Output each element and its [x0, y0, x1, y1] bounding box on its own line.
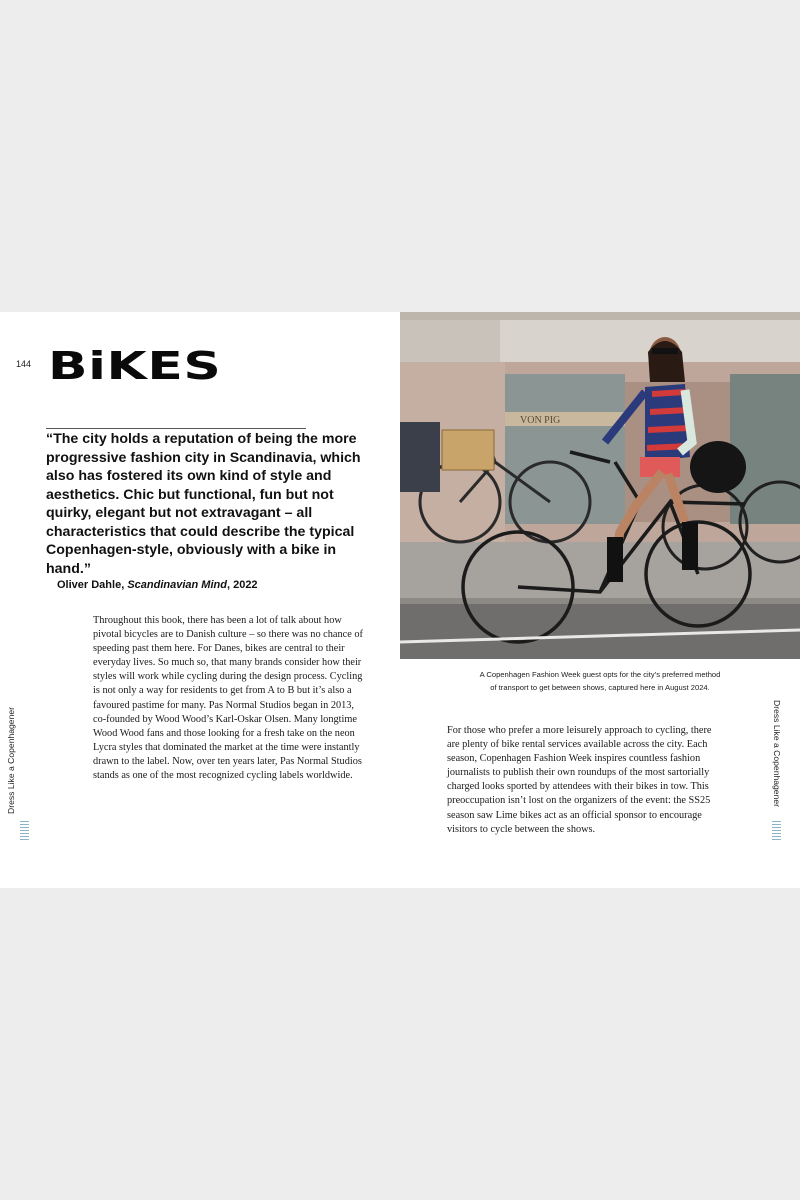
book-spread: [0, 312, 800, 888]
quote-author: Oliver Dahle,: [57, 579, 125, 591]
page-number: 144: [16, 359, 32, 369]
body-text-right: For those who prefer a more leisurely approach to cycling, there are plenty of bike rental services available across the city. Each season, Copenhagen Fashion Week inspires countless fashion journalists to publish their own roundups of the most sartorially charged looks sported by attendees with their bikes in tow. This preoccupation isn’t lost on the organizers of the event: the SS25 season saw Lime bikes act as an official sponsor to encourage visitors to cycle between the shows.: [447, 725, 712, 835]
side-tab-right-stripes: [772, 820, 781, 840]
side-tab-right-label: Dress Like a Copenhagener: [772, 700, 782, 808]
side-tab-left-stripes: [20, 820, 29, 840]
side-tab-right: [768, 700, 788, 850]
photo-caption: [440, 669, 760, 694]
shop-sign-text: VON PIG: [520, 415, 561, 426]
cyclist-photo: [400, 312, 800, 659]
quote-year: , 2022: [226, 579, 258, 591]
side-tab-left-label: Dress Like a Copenhagener: [6, 706, 16, 814]
side-tab-left: [6, 702, 34, 842]
pull-quote: “The city holds a reputation of being the more progressive fashion city in Scandinavia, which also has fostered its own kind of style and aesthetics. Chic but functional, fun but not quirky, elegant but not extravagant – all characteristics that could describe the typical Copenhagen-style, obviously with a bike in hand.”: [46, 431, 361, 577]
caption-line-2: of transport to get between shows, captured here in August 2024.: [490, 682, 710, 692]
quote-attribution: [57, 579, 258, 591]
body-text-left: Throughout this book, there has been a lot of talk about how pivotal bicycles are to Danish culture – so there was no chance of speeding past them here. For Danes, bikes are central to their everyday lives. So much so, that many brands consider how their styles will work while cycling during the design process. Cycling is not only a way for residents to get from A to B but it’s also a favoured pastime for many. Pas Normal Studios began in 2013, co-founded by Wood Wood’s Karl-Oskar Olsen. Many longtime Wood Wood fans and those looking for a fresh take on the neon Lycra styles that dominated the market at the time were instantly drawn to the label. Now, over ten years later, Pas Normal Studios stands as one of the most recognized cycling labels worldwide.: [93, 615, 363, 782]
caption-line-1: A Copenhagen Fashion Week guest opts for the city’s preferred method: [479, 670, 721, 679]
chapter-title: BiKES: [48, 344, 222, 389]
quote-source: Scandinavian Mind: [127, 579, 227, 591]
title-divider: [46, 428, 306, 429]
